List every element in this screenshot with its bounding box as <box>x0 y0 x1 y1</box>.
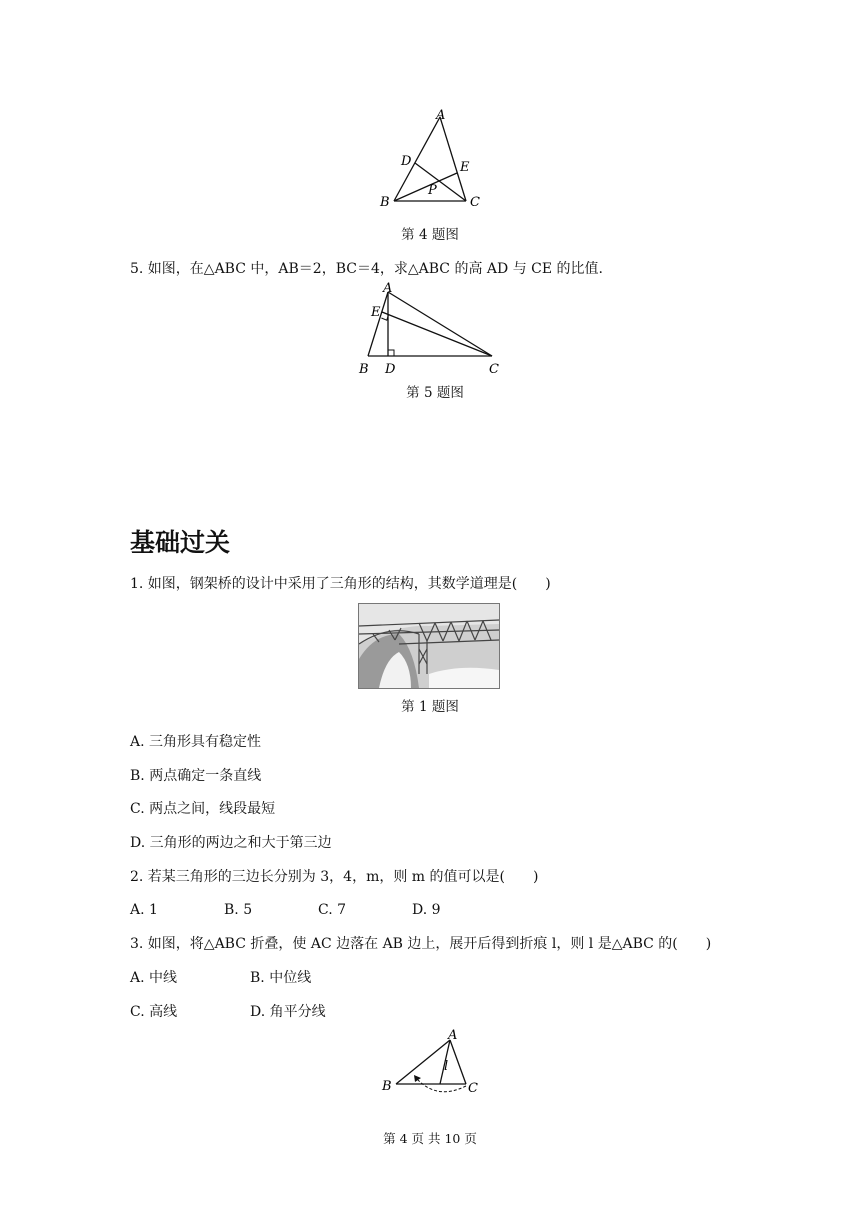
q1-text: 1. 如图，钢架桥的设计中采用了三角形的结构，其数学道理是( ) <box>130 576 551 592</box>
q1-option-d[interactable]: D. 三角形的两边之和大于第三边 <box>130 835 332 851</box>
fig1-caption: 第 1 题图 <box>401 699 459 715</box>
fig4-label-b: B <box>380 195 390 210</box>
q3-option-d[interactable]: D. 角平分线 <box>250 1004 326 1020</box>
q5-text: 5. 如图，在△ABC 中，AB＝2，BC＝4，求△ABC 的高 AD 与 CE 的比值. <box>130 261 603 277</box>
q3-text: 3. 如图，将△ABC 折叠，使 AC 边落在 AB 边上，展开后得到折痕 l，则 l 是△ABC 的( ) <box>130 936 712 952</box>
q2-option-a[interactable]: A. 1 <box>130 902 158 918</box>
bridge-image <box>359 604 499 688</box>
fig4-label-e: E <box>460 160 470 175</box>
fig5-label-c: C <box>489 362 499 377</box>
fig5-label-e: E <box>371 305 381 320</box>
fig5-label-d: D <box>385 362 396 377</box>
fig5-label-b: B <box>359 362 369 377</box>
figure-4 <box>370 105 500 215</box>
fig4-caption: 第 4 题图 <box>401 227 459 243</box>
q1-option-b[interactable]: B. 两点确定一条直线 <box>130 768 262 784</box>
bridge-photo <box>358 603 500 689</box>
q2-option-b[interactable]: B. 5 <box>224 902 253 918</box>
q1-option-c[interactable]: C. 两点之间，线段最短 <box>130 801 276 817</box>
q2-option-c[interactable]: C. 7 <box>318 902 347 918</box>
q2-text: 2. 若某三角形的三边长分别为 3，4，m，则 m 的值可以是( ) <box>130 869 539 885</box>
fig3-label-a: A <box>448 1028 458 1043</box>
q3-option-b[interactable]: B. 中位线 <box>250 970 312 986</box>
q1-option-a[interactable]: A. 三角形具有稳定性 <box>130 734 262 750</box>
q3-option-c[interactable]: C. 高线 <box>130 1004 178 1020</box>
q2-option-d[interactable]: D. 9 <box>412 902 441 918</box>
figure-3 <box>378 1028 488 1100</box>
section-title: 基础过关 <box>130 528 231 557</box>
fig5-caption: 第 5 题图 <box>406 385 464 401</box>
page-footer: 第 4 页 共 10 页 <box>383 1131 477 1146</box>
fig5-label-a: A <box>383 281 393 296</box>
fig4-label-d: D <box>401 154 412 169</box>
fig3-label-l: l <box>444 1059 449 1074</box>
figure-5 <box>350 280 510 378</box>
fig3-label-b: B <box>382 1079 392 1094</box>
fig4-label-a: A <box>436 108 446 123</box>
fig3-label-c: C <box>468 1081 478 1096</box>
q3-option-a[interactable]: A. 中线 <box>130 970 178 986</box>
fig4-label-c: C <box>470 195 480 210</box>
fig4-label-p: P <box>428 183 437 198</box>
